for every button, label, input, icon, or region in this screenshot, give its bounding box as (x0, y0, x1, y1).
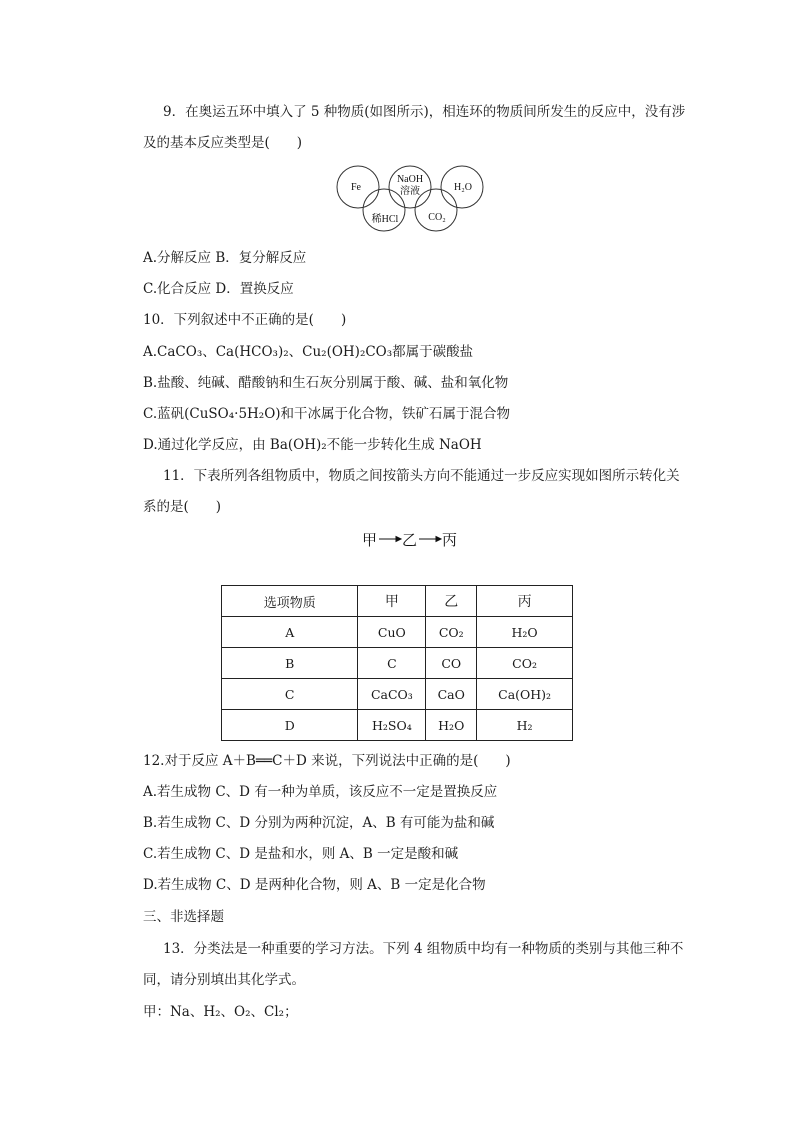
chain-bing: 丙 (442, 531, 458, 549)
ring-label-hcl: 稀HCl (371, 214, 399, 225)
header-yi: 乙 (426, 586, 477, 617)
q11-stem-line2: 系的是( ) (143, 499, 222, 515)
table-cell: H₂SO₄ (358, 710, 426, 741)
section-heading: 三、非选择题 (143, 909, 224, 925)
table-cell: CuO (358, 617, 426, 648)
table-cell: H₂O (477, 617, 573, 648)
table-header-row (222, 586, 573, 617)
q10-option-d: D.通过化学反应，由 Ba(OH)₂不能一步转化生成 NaOH (143, 437, 482, 453)
arrowhead-jia-yi (396, 537, 401, 542)
q12-option-b: B.若生成物 C、D 分别为两种沉淀，A、B 有可能为盐和碱 (143, 815, 495, 831)
q12-option-d: D.若生成物 C、D 是两种化合物，则 A、B 一定是化合物 (143, 877, 486, 893)
table-row (222, 710, 573, 741)
olympic-rings-diagram (336, 165, 488, 237)
q10-option-a: A.CaCO₃、Ca(HCO₃)₂、Cu₂(OH)₂CO₃都属于碳酸盐 (143, 344, 474, 360)
ring-label-fe: Fe (351, 182, 361, 193)
q13-stem-line1: 13．分类法是一种重要的学习方法。下列 4 组物质中均有一种物质的类别与其他三种不 (163, 941, 684, 957)
q13-group-jia: 甲：Na、H₂、O₂、Cl₂； (143, 1004, 298, 1020)
q13-stem-line2: 同，请分别填出其化学式。 (143, 972, 305, 988)
q9-stem-line2: 及的基本反应类型是( ) (143, 135, 303, 151)
table-cell: CO (426, 648, 477, 679)
header-option-substance: 选项物质 (222, 586, 358, 617)
ring-label-solution: 溶液 (400, 186, 420, 197)
q12-stem: 12.对于反应 A＋B══C＋D 来说，下列说法中正确的是( ) (143, 753, 511, 769)
table-cell: H₂O (426, 710, 477, 741)
table-cell: H₂ (477, 710, 573, 741)
table-cell: D (222, 710, 358, 741)
conversion-chain-diagram (360, 528, 464, 550)
table-row (222, 679, 573, 710)
table-row (222, 648, 573, 679)
q11-options-table (221, 585, 573, 741)
arrowhead-yi-bing (436, 537, 441, 542)
q9-options-cd: C.化合反应 D．置换反应 (143, 281, 294, 297)
table-cell: A (222, 617, 358, 648)
q10-option-c: C.蓝矾(CuSO₄·5H₂O)和干冰属于化合物，铁矿石属于混合物 (143, 406, 511, 422)
table-cell: CO₂ (426, 617, 477, 648)
ring-co2 (415, 189, 457, 231)
table-cell: C (222, 679, 358, 710)
chain-jia: 甲 (362, 531, 378, 549)
q11-stem-line1: 11．下表所列各组物质中，物质之间按箭头方向不能通过一步反应实现如图所示转化关 (163, 468, 680, 484)
table-cell: C (358, 648, 426, 679)
chain-yi: 乙 (402, 531, 418, 549)
q9-options-ab: A.分解反应 B．复分解反应 (143, 250, 307, 266)
header-jia: 甲 (358, 586, 426, 617)
q10-stem: 10．下列叙述中不正确的是( ) (143, 312, 347, 328)
header-bing: 丙 (477, 586, 573, 617)
ring-label-co2: CO₂ (428, 212, 446, 223)
table-cell: CO₂ (477, 648, 573, 679)
table-cell: CaO (426, 679, 477, 710)
table-cell: CaCO₃ (358, 679, 426, 710)
q12-option-c: C.若生成物 C、D 是盐和水，则 A、B 一定是酸和碱 (143, 846, 459, 862)
table-row (222, 617, 573, 648)
table-cell: B (222, 648, 358, 679)
ring-label-h2o: H₂O (454, 182, 472, 193)
q12-option-a: A.若生成物 C、D 有一种为单质，该反应不一定是置换反应 (143, 784, 498, 800)
q9-stem-line1: 9．在奥运五环中填入了 5 种物质(如图所示)，相连环的物质间所发生的反应中，没有涉 (163, 104, 686, 120)
ring-label-naoh: NaOH (396, 174, 424, 185)
table-cell: Ca(OH)₂ (477, 679, 573, 710)
q10-option-b: B.盐酸、纯碱、醋酸钠和生石灰分别属于酸、碱、盐和氧化物 (143, 375, 509, 391)
